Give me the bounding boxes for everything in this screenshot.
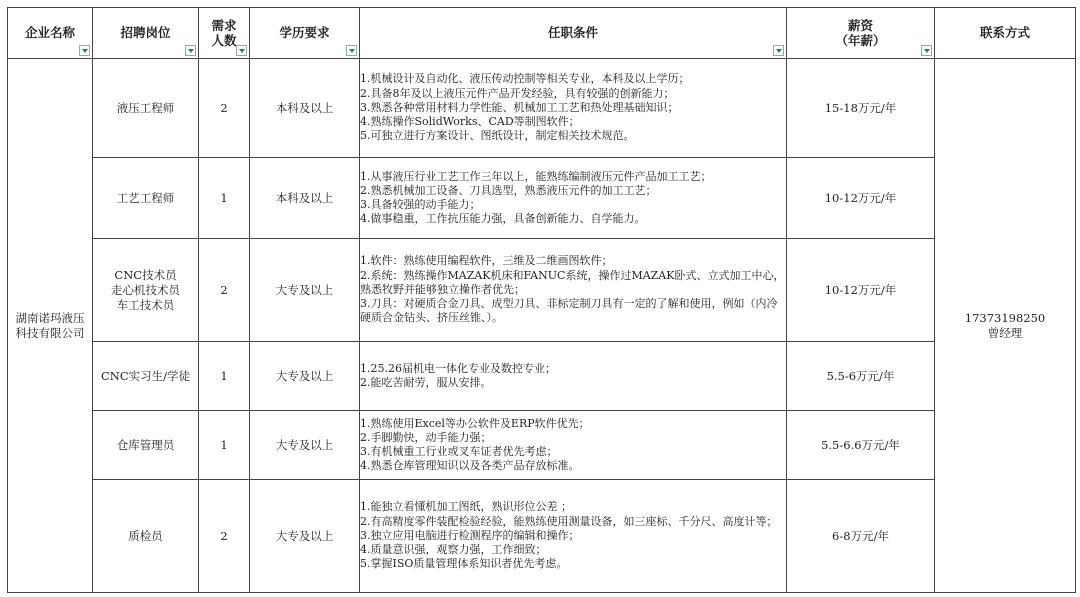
contact-name: 曾经理 [987, 325, 1023, 340]
header-company-label: 企业名称 [24, 25, 75, 40]
header-company [8, 8, 93, 59]
requirements-cell [360, 342, 787, 411]
position-cell [93, 59, 199, 158]
table-row [8, 411, 1076, 480]
requirements-cell [360, 158, 787, 239]
position-cell [93, 158, 199, 239]
salary-cell: 5.5-6.6万元/年 [787, 411, 935, 480]
requirements-cell [360, 239, 787, 342]
position-label: 仓库管理员 [116, 437, 175, 452]
requirement-line: 2.系统：熟练操作MAZAK机床和FANUC系统，操作过MAZAK卧式、立式加工中心，熟悉牧野并能够独立操作者优先； [360, 268, 785, 296]
recruitment-table [7, 7, 1076, 593]
header-salary-label-2: （年薪） [835, 33, 886, 48]
position-cell [93, 411, 199, 480]
requirement-line: 1.软件：熟练使用编程软件，三维及二维画图软件； [360, 254, 613, 268]
requirement-line: 1.机械设计及自动化、液压传动控制等相关专业，本科及以上学历； [360, 72, 690, 86]
header-position-label: 招聘岗位 [120, 25, 171, 40]
count-cell: 1 [199, 411, 250, 480]
count-cell: 2 [199, 239, 250, 342]
position-label: CNC实习生/学徒 [100, 368, 191, 383]
count-cell: 1 [199, 158, 250, 239]
requirement-line: 4.做事稳重，工作抗压能力强，具备创新能力、自学能力。 [360, 212, 646, 226]
education-cell: 大专及以上 [250, 342, 360, 411]
position-label: 液压工程师 [116, 100, 175, 115]
header-row [8, 8, 1076, 59]
filter-dropdown-icon[interactable] [236, 45, 247, 56]
filter-dropdown-icon[interactable] [79, 45, 90, 56]
requirement-line: 4.熟悉仓库管理知识以及各类产品存放标准。 [360, 459, 580, 473]
filter-dropdown-icon[interactable] [921, 45, 932, 56]
table-row [8, 480, 1076, 593]
education-cell: 大专及以上 [250, 411, 360, 480]
position-label: 质检员 [128, 528, 163, 543]
position-label: 工艺工程师 [116, 190, 175, 205]
count-cell: 2 [199, 480, 250, 593]
requirement-line: 2.具备8年及以上液压元件产品开发经验，具有较强的创新能力； [360, 86, 675, 100]
header-contact [935, 8, 1076, 59]
salary-cell: 6-8万元/年 [787, 480, 935, 593]
requirement-line: 2.能吃苦耐劳，服从安排。 [360, 376, 492, 389]
header-position [93, 8, 199, 59]
company-name-line-2: 科技有限公司 [15, 325, 85, 340]
header-salary [787, 8, 935, 59]
header-count-label-2: 人数 [211, 33, 237, 48]
requirement-line: 3.独立应用电脑进行检测程序的编辑和操作； [360, 528, 580, 542]
salary-cell: 5.5-6万元/年 [787, 342, 935, 411]
requirement-line: 1.25.26届机电一体化专业及数控专业； [360, 361, 556, 375]
education-cell: 本科及以上 [250, 59, 360, 158]
header-contact-label: 联系方式 [979, 25, 1030, 40]
count-cell: 2 [199, 59, 250, 158]
position-label: CNC技术员 [114, 267, 177, 282]
filter-dropdown-icon[interactable] [346, 45, 357, 56]
header-salary-label-1: 薪资 [847, 18, 873, 33]
filter-dropdown-icon[interactable] [773, 45, 784, 56]
requirement-line: 2.熟悉机械加工设备、刀具选型，熟悉液压元件的加工工艺； [360, 183, 657, 197]
requirement-line: 5.掌握ISO质量管理体系知识者优先考虑。 [360, 557, 568, 571]
requirement-line: 3.刀具：对硬质合金刀具、成型刀具、非标定制刀具有一定的了解和使用，例如（内冷硬质合金钻头、挤压丝锥、）。 [360, 297, 778, 325]
requirement-line: 3.有机械重工行业或叉车证者优先考虑； [360, 445, 558, 458]
requirement-line: 3.熟悉各种常用材料力学性能、机械加工工艺和热处理基础知识； [360, 100, 679, 114]
position-label: 车工技术员 [116, 297, 175, 312]
education-cell: 大专及以上 [250, 239, 360, 342]
requirement-line: 1.能独立看懂机加工图纸，熟识形位公差 ； [360, 500, 572, 514]
table-row [8, 158, 1076, 239]
company-name-line-1: 湖南诺玛液压 [15, 310, 85, 325]
position-cell [93, 239, 199, 342]
table-row [8, 239, 1076, 342]
header-education-label: 学历要求 [279, 25, 330, 40]
requirement-line: 4.熟练操作SolidWorks、CAD等制图软件； [360, 115, 580, 129]
header-requirements-label: 任职条件 [547, 25, 598, 40]
salary-cell: 10-12万元/年 [787, 158, 935, 239]
requirement-line: 2.有高精度零件装配检验经验，能熟练使用测量设备，如三座标、千分尺、高度计等； [360, 514, 778, 528]
table-row [8, 342, 1076, 411]
position-cell [93, 480, 199, 593]
count-cell: 1 [199, 342, 250, 411]
header-requirements [360, 8, 787, 59]
position-cell [93, 342, 199, 411]
requirement-line: 4.质量意识强，观察力强，工作细致； [360, 543, 547, 557]
salary-cell: 15-18万元/年 [787, 59, 935, 158]
position-label: 走心机技术员 [111, 282, 180, 297]
filter-dropdown-icon[interactable] [185, 45, 196, 56]
requirements-cell [360, 411, 787, 480]
education-cell: 本科及以上 [250, 158, 360, 239]
education-cell: 大专及以上 [250, 480, 360, 593]
salary-cell: 10-12万元/年 [787, 239, 935, 342]
requirement-line: 5.可独立进行方案设计、图纸设计，制定相关技术规范。 [360, 129, 635, 143]
header-education [250, 8, 360, 59]
requirement-line: 1.从事液压行业工艺工作三年以上，能熟练编制液压元件产品加工工艺； [360, 169, 712, 183]
header-count [199, 8, 250, 59]
company-cell [8, 59, 93, 593]
header-count-label-1: 需求 [211, 18, 237, 33]
requirement-line: 1.熟练使用Excel等办公软件及ERP软件优先； [360, 416, 590, 430]
requirement-line: 3.具备较强的动手能力； [360, 198, 481, 211]
contact-cell [935, 59, 1076, 593]
requirements-cell [360, 59, 787, 158]
table-row [8, 59, 1076, 158]
contact-phone: 17373198250 [964, 310, 1046, 325]
requirements-cell [360, 480, 787, 593]
requirement-line: 2.手脚勤快，动手能力强； [360, 430, 492, 444]
